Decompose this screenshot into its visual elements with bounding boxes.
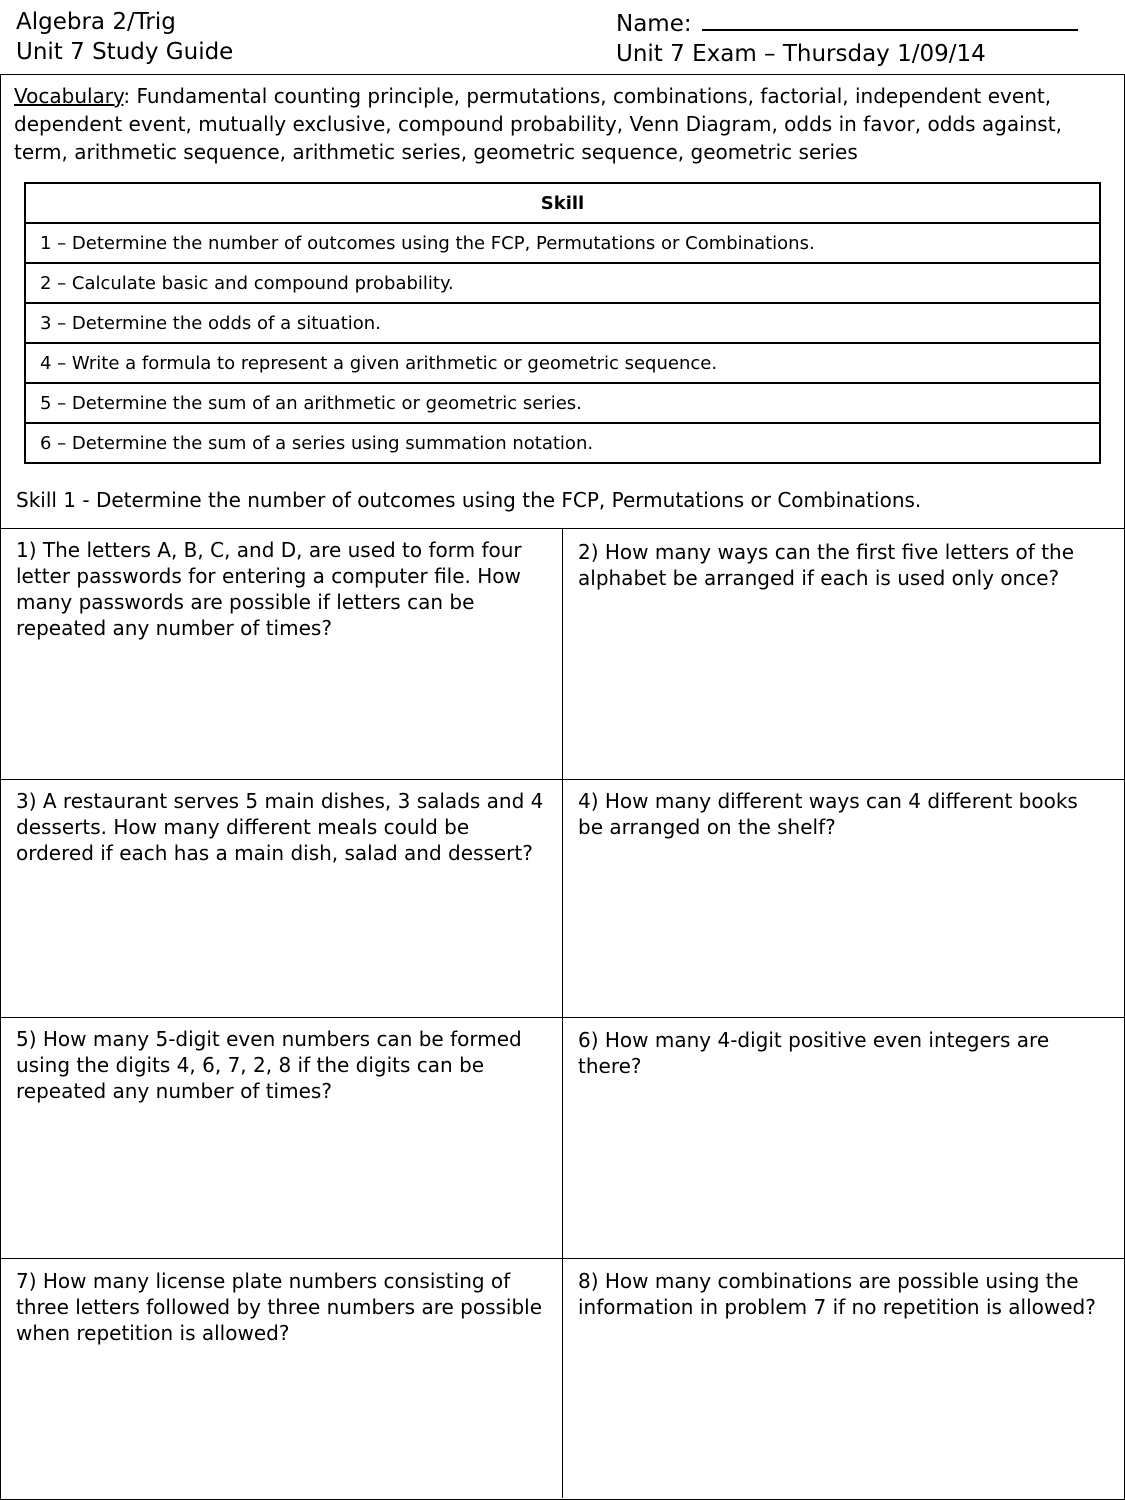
name-blank[interactable]: [702, 7, 1078, 31]
vocabulary-text: : Fundamental counting principle, permutations, combinations, factorial, independent event, dependent event, mutually exclusive, compound probability, Venn Diagram, odds in favor, odds against, term, arithmetic sequence, arithmetic series, geometric sequence, geometric series: [14, 84, 1062, 164]
guide-title: Unit 7 Study Guide: [16, 39, 234, 65]
question-1: 1) The letters A, B, C, and D, are used to form four letter passwords for entering a computer file. How many passwords are possible if letters can be repeated any number of times?: [16, 538, 522, 640]
skill-row: 4 – Write a formula to represent a given arithmetic or geometric sequence.: [25, 343, 1100, 383]
question-6: 6) How many 4-digit positive even integers are there?: [578, 1028, 1050, 1078]
name-label: Name:: [616, 11, 692, 37]
question-5: 5) How many 5-digit even numbers can be formed using the digits 4, 6, 7, 2, 8 if the digits can be repeated any number of times?: [16, 1027, 522, 1103]
skill-row: 3 – Determine the odds of a situation.: [25, 303, 1100, 343]
question-7: 7) How many license plate numbers consisting of three letters followed by three numbers are possible when repetition is allowed?: [16, 1269, 543, 1345]
exam-date: Unit 7 Exam – Thursday 1/09/14: [616, 41, 986, 67]
grid-divider-vertical: [562, 528, 563, 1498]
course-title: Algebra 2/Trig: [16, 9, 176, 35]
skills-table: [24, 182, 1101, 464]
question-4: 4) How many different ways can 4 different books be arranged on the shelf?: [578, 789, 1078, 839]
skill1-heading: Skill 1 - Determine the number of outcomes using the FCP, Permutations or Combinations.: [16, 488, 922, 512]
header-left: [16, 7, 233, 67]
header-right: [616, 7, 1078, 69]
skill-row: 2 – Calculate basic and compound probability.: [25, 263, 1100, 303]
question-8: 8) How many combinations are possible using the information in problem 7 if no repetition is allowed?: [578, 1269, 1096, 1319]
vocabulary-label: Vocabulary: [14, 84, 124, 108]
skills-table-header: Skill: [25, 183, 1100, 223]
vocabulary-section: [14, 82, 1104, 166]
skill-row: 6 – Determine the sum of a series using summation notation.: [25, 423, 1100, 463]
name-row: [616, 7, 1078, 39]
skill-row: 1 – Determine the number of outcomes using the FCP, Permutations or Combinations.: [25, 223, 1100, 263]
question-3: 3) A restaurant serves 5 main dishes, 3 salads and 4 desserts. How many different meals could be ordered if each has a main dish, salad and dessert?: [16, 789, 544, 865]
skill-row: 5 – Determine the sum of an arithmetic or geometric series.: [25, 383, 1100, 423]
question-2: 2) How many ways can the first five letters of the alphabet be arranged if each is used only once?: [578, 540, 1075, 590]
